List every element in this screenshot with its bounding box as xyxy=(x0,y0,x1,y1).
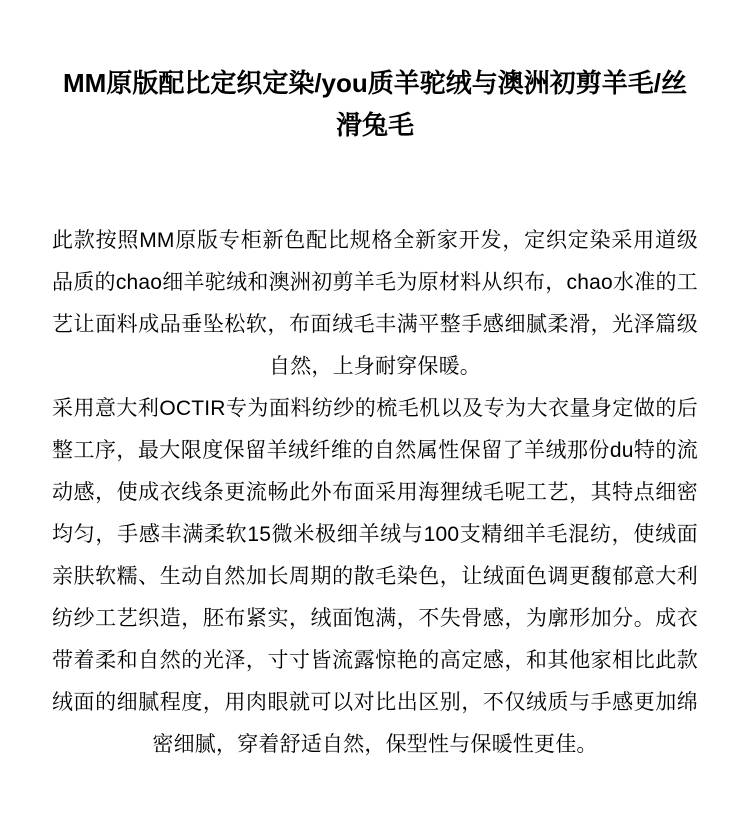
description-body xyxy=(0,220,750,766)
description-paragraph-1: 此款按照MM原版专柜新色配比规格全新家开发，定织定染采用道级品质的chao细羊驼绒和澳洲初剪羊毛为原材料从织布，chao水准的工艺让面料成品垂坠松软，布面绒毛丰满平整手感细腻柔滑，光泽篇级自然，上身耐穿保暖。 xyxy=(52,229,698,378)
page-title: MM原版配比定织定染/you质羊驼绒与澳洲初剪羊毛/丝滑兔毛 xyxy=(63,68,687,140)
description-paragraph-2: 采用意大利OCTIR专为面料纺纱的梳毛机以及专为大衣量身定做的后整工序，最大限度保留羊绒纤维的自然属性保留了羊绒那份du特的流动感，使成衣线条更流畅此外布面采用海狸绒毛呢工艺，其特点细密均匀，手感丰满柔软15微米极细羊绒与100支精细羊毛混纺，使绒面亲肤软糯、生动自然加长周期的散毛染色，让绒面色调更馥郁意大利纺纱工艺织造，胚布紧实，绒面饱满，不失骨感，为廓形加分。成衣带着柔和自然的光泽，寸寸皆流露惊艳的高定感，和其他家相比此款绒面的细腻程度，用肉眼就可以对比出区别，不仅绒质与手感更加绵密细腻，穿着舒适自然，保型性与保暖性更佳。 xyxy=(52,397,698,756)
